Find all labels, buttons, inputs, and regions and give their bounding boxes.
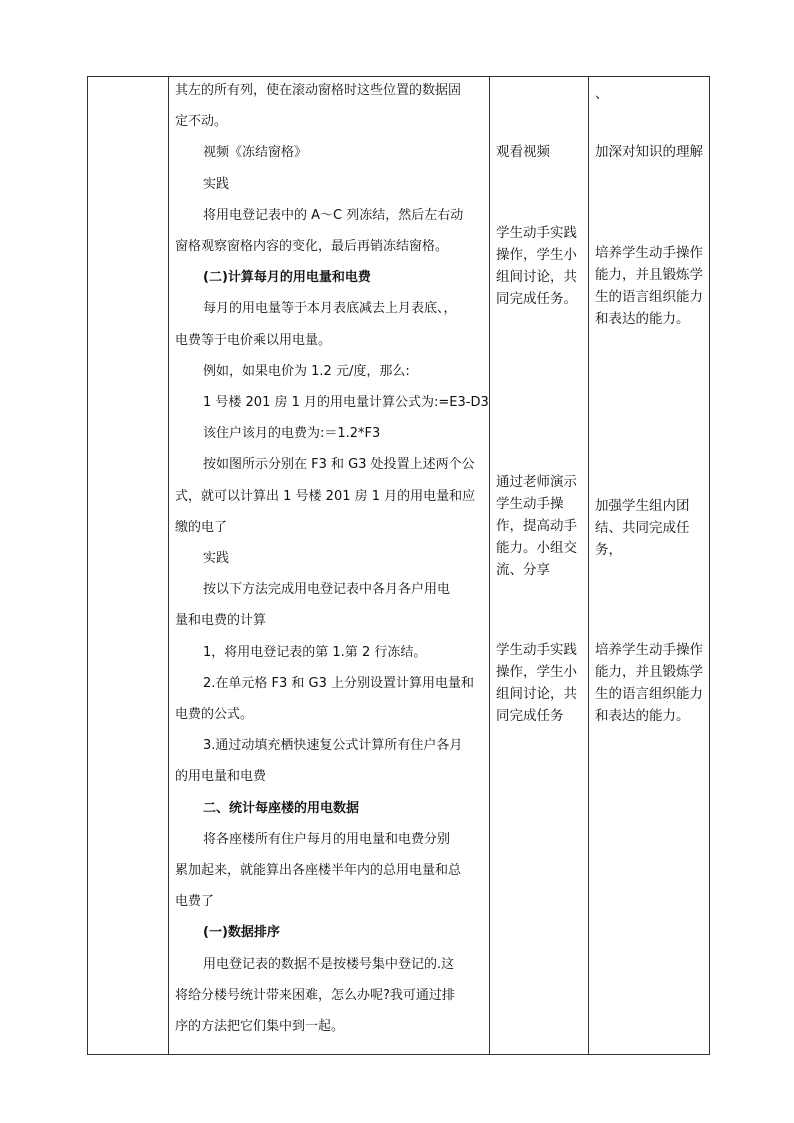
body-text-line: 每月的用电量等于本月表底减去上月表底、， [203, 301, 457, 317]
body-text-line: 电费等于电价乘以用电量。 [175, 332, 332, 348]
section-heading: (二)计算每月的用电量和电费 [203, 270, 371, 286]
table-row [88, 77, 710, 1055]
body-text-line: 该住户该月的电费为:＝1.2*F3 [203, 426, 381, 442]
lesson-plan-table [87, 76, 710, 1055]
teaching-content-cell [169, 77, 490, 1055]
design-intent-text: 培养学生动手操作能力，并且锻炼学生的语言组织能力和表达的能力。 [595, 245, 703, 327]
body-text-line: 缴的电了 [175, 519, 228, 535]
design-intent-text: 、 [595, 86, 609, 102]
student-activity-text: 观看视频 [496, 144, 550, 160]
design-intent-text: 加深对知识的理解 [595, 144, 703, 160]
design-intent-text: 培养学生动手操作能力，并且锻炼学生的语言组织能力和表达的能力。 [595, 642, 703, 724]
body-text-line: 定不动。 [175, 114, 228, 130]
body-text-line: 按如图所示分别在 F3 和 G3 处投置上述两个公 [203, 457, 475, 473]
body-text-line: 式，就可以计算出 1 号楼 201 房 1 月的用电量和应 [175, 488, 476, 504]
body-text-line: 的用电量和电费 [175, 769, 267, 785]
student-activity-cell [490, 77, 589, 1055]
body-text-line: 量和电费的计算 [175, 613, 267, 629]
student-activity-text: 学生动手实践操作，学生小组间讨论，共同完成任务 [496, 642, 577, 724]
body-text-line: 序的方法把它们集中到一起。 [175, 1019, 345, 1034]
section-heading: 二、统计每座楼的用电数据 [203, 800, 360, 816]
body-text-line: 按以下方法完成用电登记表中各月各户用电 [203, 582, 451, 598]
design-intent-cell [589, 77, 710, 1055]
body-text-line: 视频《冻结窗格》 [203, 145, 308, 161]
body-text-line: 例如，如果电价为 1.2 元/度，那么: [203, 363, 410, 379]
body-text-line: 1，将用电登记表的第 1.第 2 行冻结。 [203, 644, 427, 660]
body-text-line: 2.在单元格 F3 和 G3 上分别设置计算用电量和 [203, 675, 475, 691]
body-text-line: 其左的所有列，使在滚动窗格时这些位置的数据固 [175, 83, 462, 98]
body-text-line: 电费的公式。 [175, 707, 254, 722]
student-activity-text: 通过老师演示学生动手操作，提高动手能力。小组交流、分享 [496, 474, 577, 578]
body-text-line: 将各座楼所有住户每月的用电量和电费分别 [203, 831, 451, 847]
section-heading: (一)数据排序 [203, 925, 280, 941]
student-activity-text: 学生动手实践操作，学生小组间讨论，共同完成任务。 [496, 225, 577, 307]
body-text-line: 实践 [203, 551, 230, 566]
design-intent-text: 加强学生组内团结、共同完成任务， [595, 498, 690, 558]
body-text-line: 1 号楼 201 房 1 月的用电量计算公式为:=E3-D3 [203, 395, 489, 410]
body-text-line: 实践 [203, 176, 230, 192]
body-text-line: 用电登记表的数据不是按楼号集中登记的.这 [203, 956, 455, 972]
body-text-line: 将用电登记表中的 A～C 列冻结，然后左右动 [203, 207, 464, 223]
body-text-line: 累加起来，就能算出各座楼半年内的总用电量和总 [175, 863, 462, 878]
body-text-line: 3.通过动填充栖快速复公式计算所有住户各月 [203, 738, 463, 754]
body-text-line: 将给分楼号统计带来困难，怎么办呢?我可通过排 [175, 987, 455, 1003]
label-column-cell [88, 77, 169, 1055]
body-text-line: 窗格观察窗格内容的变化，最后再销冻结窗格。 [175, 239, 449, 254]
body-text-line: 电费了 [175, 894, 215, 910]
